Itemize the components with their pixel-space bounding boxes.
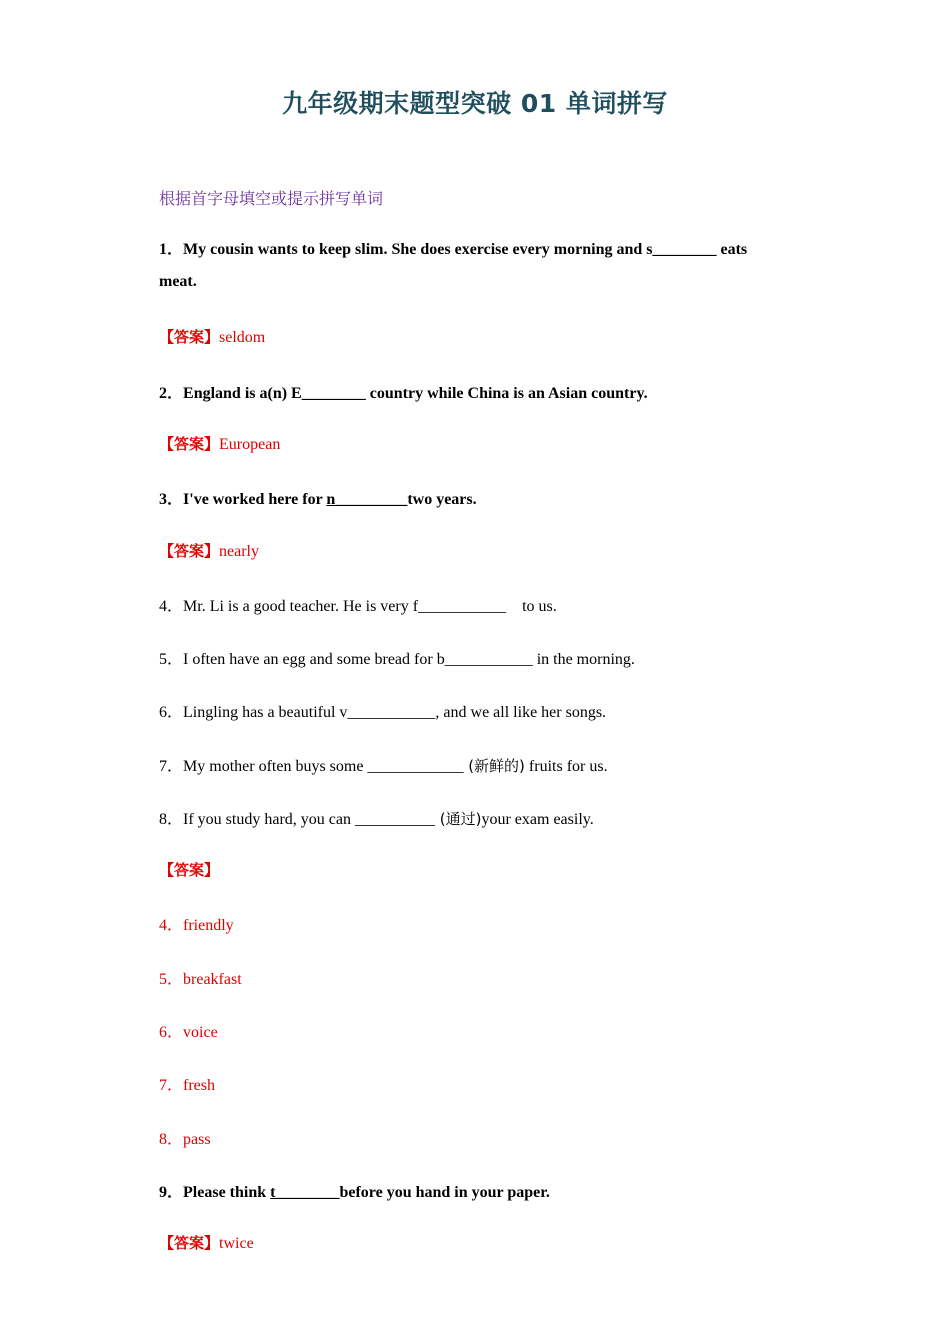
question-text: before you hand in your paper. — [339, 1184, 550, 1201]
answer-blank: __________ — [354, 811, 435, 828]
answer-9 — [159, 1232, 254, 1253]
answer-4-8-heading — [159, 859, 219, 880]
question-number: 9． — [159, 1184, 184, 1201]
answer-item — [159, 912, 234, 935]
answer-blank: ___________ — [418, 598, 507, 615]
chinese-hint: (新鲜的) — [463, 757, 525, 775]
question-text: meat. — [159, 273, 197, 290]
question-number: 6． — [159, 704, 184, 721]
initial-letter: t — [270, 1184, 276, 1201]
section-heading: 根据首字母填空或提示拼写单词 — [159, 189, 384, 208]
answer-text: twice — [219, 1235, 254, 1252]
question-text: in the morning. — [532, 651, 635, 668]
question-text: to us. — [506, 598, 557, 615]
answer-blank: ____________ — [367, 758, 464, 775]
question-text: My cousin wants to keep slim. She does exercise every morning and s — [183, 241, 653, 258]
answer-tag: 【答案】 — [159, 1234, 220, 1252]
answer-blank: ________ — [275, 1184, 340, 1201]
question-6 — [159, 699, 606, 722]
answer-blank: _________ — [335, 491, 408, 508]
question-text: England is a(n) E — [183, 385, 302, 402]
answer-text: breakfast — [183, 971, 242, 988]
answer-number: 6． — [159, 1024, 184, 1041]
question-text: country while China is an Asian country. — [365, 385, 648, 402]
question-text: , and we all like her songs. — [435, 704, 607, 721]
answer-blank: ___________ — [347, 704, 436, 721]
answer-blank: ________ — [652, 241, 717, 258]
question-number: 3． — [159, 491, 184, 508]
question-text: Lingling has a beautiful v — [183, 704, 348, 721]
question-2 — [159, 380, 648, 403]
answer-text: European — [219, 436, 281, 453]
answer-item — [159, 1072, 215, 1095]
answer-text: pass — [183, 1131, 211, 1148]
question-number: 4． — [159, 598, 184, 615]
question-4 — [159, 593, 557, 616]
question-text: My mother often buys some — [183, 758, 368, 775]
answer-blank: ___________ — [444, 651, 533, 668]
question-text: two years. — [407, 491, 477, 508]
question-text: fruits for us. — [524, 758, 608, 775]
page-title: 九年级期末题型突破 01 单词拼写 — [282, 89, 668, 118]
answer-text: fresh — [183, 1077, 215, 1094]
answer-tag: 【答案】 — [159, 435, 220, 453]
answer-text: nearly — [219, 543, 259, 560]
answer-item — [159, 966, 242, 989]
question-5 — [159, 646, 635, 669]
answer-item — [159, 1019, 218, 1042]
question-number: 8． — [159, 811, 184, 828]
question-1-continued — [159, 273, 197, 291]
question-text: your exam easily. — [481, 811, 594, 828]
answer-item — [159, 1126, 211, 1149]
answer-text: voice — [183, 1024, 218, 1041]
question-text: I often have an egg and some bread for b — [183, 651, 445, 668]
question-text: Please think — [183, 1184, 271, 1201]
question-text: If you study hard, you can — [183, 811, 355, 828]
answer-text: seldom — [219, 329, 266, 346]
initial-letter: n — [326, 491, 336, 508]
question-7 — [159, 753, 608, 776]
question-text: eats — [716, 241, 748, 258]
question-number: 5． — [159, 651, 184, 668]
answer-blank: ________ — [301, 385, 366, 402]
question-3 — [159, 486, 477, 509]
question-8 — [159, 806, 594, 829]
answer-number: 4． — [159, 917, 184, 934]
answer-text: friendly — [183, 917, 234, 934]
answer-3 — [159, 540, 259, 561]
answer-tag: 【答案】 — [159, 542, 220, 560]
question-number: 7． — [159, 758, 184, 775]
answer-1 — [159, 326, 265, 347]
answer-number: 5． — [159, 971, 184, 988]
answer-number: 8． — [159, 1131, 184, 1148]
answer-2 — [159, 433, 280, 454]
question-text: Mr. Li is a good teacher. He is very f — [183, 598, 419, 615]
answer-tag: 【答案】 — [159, 861, 220, 879]
question-number: 2． — [159, 385, 184, 402]
chinese-hint: (通过) — [434, 810, 482, 828]
question-number: 1． — [159, 241, 184, 258]
question-text: I've worked here for — [183, 491, 327, 508]
answer-tag: 【答案】 — [159, 328, 220, 346]
question-9 — [159, 1179, 550, 1202]
answer-number: 7． — [159, 1077, 184, 1094]
question-1 — [159, 236, 747, 259]
